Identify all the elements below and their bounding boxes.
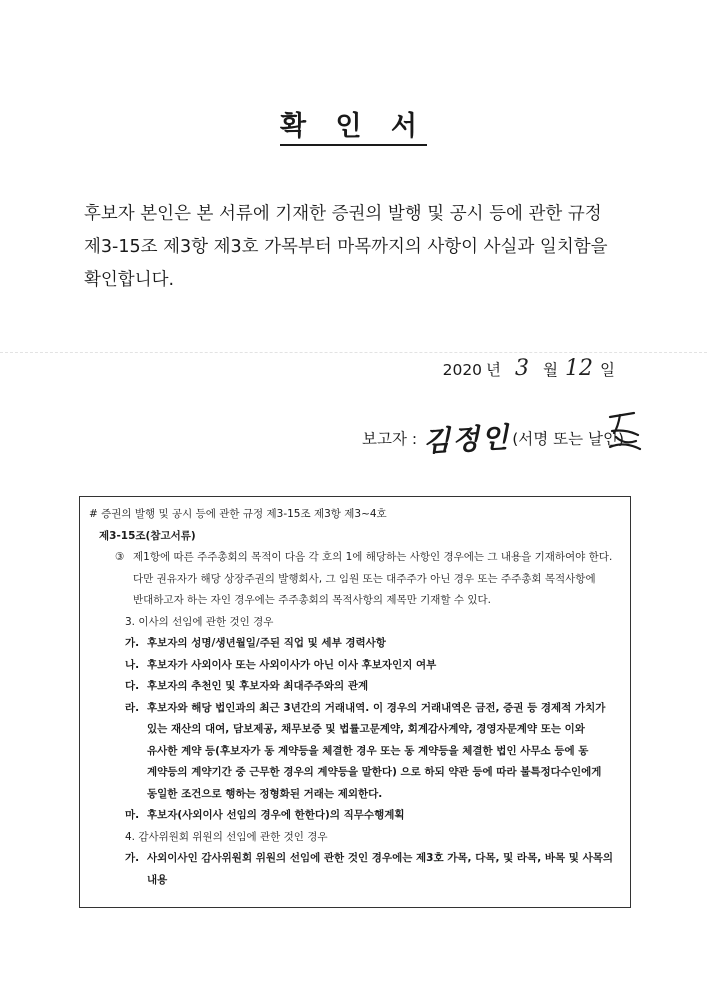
sign-note: (서명 또는 날인) [512, 430, 625, 448]
paragraph-mark: ③ [115, 551, 125, 563]
reporter-label: 보고자 : [362, 430, 418, 448]
page-fold-line [0, 352, 707, 353]
list-item: 가. 후보자의 성명/생년월일/주된 직업 및 세부 경력사항 [125, 637, 386, 649]
box-paragraph [89, 547, 620, 612]
reporter-line [362, 418, 624, 458]
list-item: 나. 후보자가 사외이사 또는 사외이사가 아닌 이사 후보자인지 여부 [125, 658, 437, 671]
regulation-reference-box [79, 496, 631, 908]
date-day: 12 [565, 356, 594, 381]
signature-area [512, 427, 624, 449]
date-year-unit: 년 [486, 361, 502, 379]
confirmation-text: 후보자 본인은 본 서류에 기재한 증권의 발행 및 공시 등에 관한 규정 제3-15조 제3항 제3호 가목부터 마목까지의 사항이 사실과 일치함을 확인합니다. [84, 204, 608, 290]
date-month-unit: 월 [543, 361, 559, 379]
date-month: 3 [515, 356, 530, 381]
paragraph-text: 제1항에 따른 주주총회의 목적이 다음 각 호의 1에 해당하는 사항인 경우에는 그 내용을 기재하여야 한다. 다만 권유자가 해당 상장주권의 발행회사, 그 임원 또는 대주주가 아닌 경우 또는 주주총회 목적사항에 반대하고자 하는 자인 경우에는 주주총회의 목적사항의 제목만 기재할 수 있다. [133, 551, 613, 606]
list-item: 마. 후보자(사외이사 선임의 경우에 한한다)의 직무수행계획 [125, 809, 405, 821]
list-item: 라. 후보자와 해당 법인과의 최근 3년간의 거래내역. 이 경우의 거래내역은 금전, 증권 등 경제적 가치가 있는 재산의 대여, 담보제공, 채무보증 및 법률고문계약, 회계감사계약, 경영자문계약 또는 이와 유사한 계약 등(후보자가 동 계약등을 체결한 경우 또는 동 계약등을 체결한 법인 사무소 등에 동 계약등의 계약기간 중 근무한 경우의 계약등을 말한다) 으로 하되 약관 등에 따라 불특정다수인에게 동일한 조건으로 행하는 정형화된 거래는 제외한다. [125, 701, 606, 800]
section-3-heading: 3. 이사의 선임에 관한 것인 경우 [125, 615, 274, 628]
section-4-heading: 4. 감사위원회 위원의 선임에 관한 것인 경우 [125, 830, 328, 843]
list-item: 다. 후보자의 추천인 및 후보자와 최대주주와의 관계 [125, 680, 369, 692]
date-year: 2020 [442, 361, 483, 379]
signature-scribble [604, 411, 644, 455]
list-item: 가. 사외이사인 감사위원회 위원의 선임에 관한 것인 경우에는 제3호 가목, 다목, 및 라목, 바목 및 사목의 내용 [125, 852, 614, 886]
document-title: 확 인 서 [0, 104, 707, 143]
box-subheading: 제3-15조(참고서류) [99, 529, 196, 542]
box-heading: # 증권의 발행 및 공시 등에 관한 규정 제3-15조 제3항 제3~4호 [89, 508, 387, 520]
date-day-unit: 일 [600, 361, 615, 379]
handwritten-signature: 김정인 [422, 420, 512, 459]
date-line [443, 356, 615, 381]
